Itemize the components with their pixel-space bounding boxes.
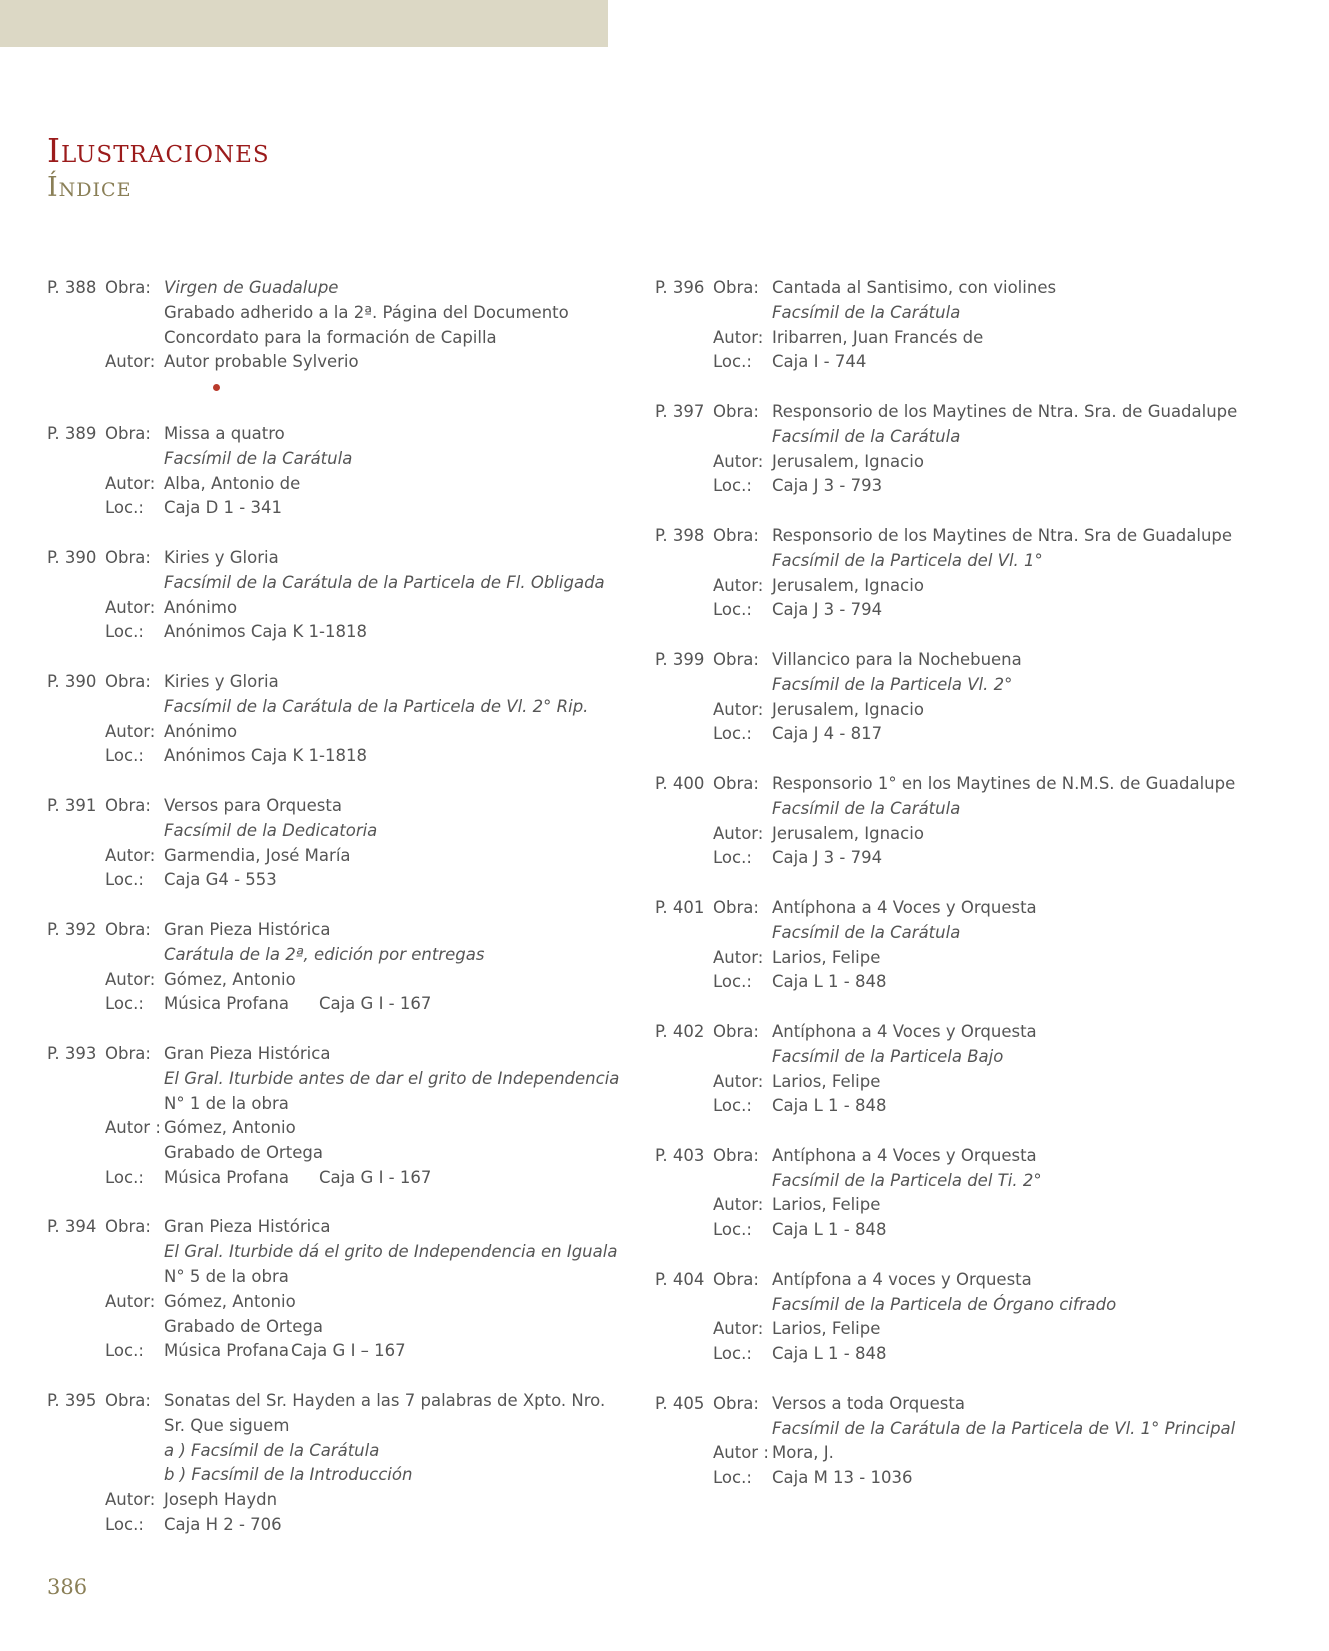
entry-field-value (772, 400, 1315, 425)
entry-text: Larios, Felipe (772, 1319, 881, 1339)
decorative-dot-row (47, 375, 607, 400)
entry-text: Facsímil de la Carátula (164, 448, 353, 468)
entry-field-label: Loc.: (105, 622, 144, 642)
entry-text: Grabado adherido a la 2ª. Página del Documento (164, 302, 569, 322)
page-number: 386 (47, 1575, 88, 1599)
entry-field-value (772, 1144, 1315, 1169)
index-entry (47, 1042, 620, 1191)
entry-text: Missa a quatro (164, 423, 285, 443)
entry-text: Anónimos Caja K 1-1818 (164, 746, 367, 766)
entry-page-ref: P. 392 (47, 919, 97, 939)
entry-field-label: Obra: (105, 1217, 151, 1237)
entry-text: Virgen de Guadalupe (164, 278, 339, 297)
entry-field-value (164, 1414, 607, 1439)
entry-text: Gran Pieza Histórica (164, 919, 331, 939)
entry-field-label: Loc.: (713, 600, 752, 620)
entry-field-value (164, 571, 607, 596)
entry-text: Cantada al Santisimo, con violines (772, 278, 1057, 297)
entry-field-value (164, 720, 607, 745)
entry-text: a ) Facsímil de la Carátula (164, 1440, 380, 1460)
entry-field-value (772, 846, 1315, 871)
entry-text: Música Profana (164, 1167, 289, 1187)
entry-text: Larios, Felipe (772, 1195, 881, 1215)
entry-field-label: Obra: (105, 423, 151, 443)
entry-field-value (164, 1265, 617, 1290)
entry-field-value (164, 794, 607, 819)
entry-page-ref: P. 400 (655, 773, 705, 793)
entry-field-value (164, 546, 607, 571)
entry-page-ref: P. 390 (47, 547, 97, 567)
entry-text: Facsímil de la Particela de Órgano cifrado (772, 1294, 1117, 1314)
entry-text: Facsímil de la Carátula de la Particela de Fl. Obligada (164, 572, 605, 592)
entry-field-value (164, 1116, 619, 1141)
entry-field-label: Loc.: (105, 1515, 144, 1535)
entry-field-label: Obra: (713, 1145, 759, 1165)
entry-text: Caja L 1 - 848 (772, 1220, 887, 1240)
entry-field-label: Obra: (713, 773, 759, 793)
entry-text: Sr. Que siguem (164, 1415, 290, 1435)
entry-field-value (772, 822, 1315, 847)
index-entry (655, 896, 1315, 995)
entry-field-label: Autor: (713, 451, 764, 471)
index-column-left (47, 276, 620, 1563)
index-entry (655, 276, 1315, 375)
entry-text: Facsímil de la Carátula (772, 426, 961, 446)
entry-page-ref: P. 398 (655, 525, 705, 545)
entry-page-ref: P. 390 (47, 671, 97, 691)
entry-location-box: Caja G I - 167 (318, 1167, 432, 1187)
entry-text: Anónimo (164, 721, 238, 741)
entry-page-ref: P. 404 (655, 1269, 705, 1289)
entry-field-label: Loc.: (105, 994, 144, 1014)
entry-text: Gómez, Antonio (164, 1291, 296, 1311)
entry-field-value (164, 447, 607, 472)
entry-field-label: Loc.: (713, 972, 752, 992)
entry-field-value (164, 670, 607, 695)
entry-field-value (772, 1218, 1315, 1243)
entry-text: Jerusalem, Ignacio (772, 699, 924, 719)
entry-field-value (772, 896, 1315, 921)
entry-field-value (772, 648, 1315, 673)
entry-field-value (772, 1020, 1315, 1045)
entry-field-label: Loc.: (713, 1096, 752, 1116)
entry-text: Facsímil de la Dedicatoria (164, 820, 378, 840)
entry-text: Música Profana (164, 1341, 289, 1361)
entry-field-value (164, 596, 607, 621)
entry-text: Antíphona a 4 Voces y Orquesta (772, 897, 1037, 917)
entry-field-value (164, 350, 607, 375)
entry-text: b ) Facsímil de la Introducción (164, 1465, 413, 1485)
entry-field-label: Autor: (713, 1195, 764, 1215)
entry-field-label: Autor: (713, 1319, 764, 1339)
entry-page-ref: P. 396 (655, 278, 705, 297)
entry-field-value (164, 868, 607, 893)
entry-text: Jerusalem, Ignacio (772, 575, 924, 595)
entry-text: Caja M 13 - 1036 (772, 1468, 913, 1488)
entry-text: Facsímil de la Carátula de la Particela de Vl. 1° Principal (772, 1418, 1236, 1438)
index-entry (655, 1392, 1315, 1491)
entry-field-label: Autor: (713, 699, 764, 719)
entry-text: Gran Pieza Histórica (164, 1217, 331, 1237)
page-title: Ilustraciones (47, 131, 270, 170)
entry-text: Caja G4 - 553 (164, 870, 277, 890)
entry-text: Antíphona a 4 Voces y Orquesta (772, 1145, 1037, 1165)
entry-field-label: Obra: (713, 649, 759, 669)
entry-field-label: Obra: (713, 401, 759, 421)
entry-field-value (164, 1240, 617, 1265)
entry-field-value (772, 574, 1315, 599)
entry-page-ref: P. 399 (655, 649, 705, 669)
entry-field-value (772, 474, 1315, 499)
entry-field-label: Obra: (105, 1043, 151, 1063)
entry-page-ref: P. 402 (655, 1021, 705, 1041)
entry-page-ref: P. 389 (47, 423, 97, 443)
entry-field-value (772, 1045, 1315, 1070)
entry-field-label: Obra: (713, 525, 759, 545)
entry-text: Mora, J. (772, 1443, 834, 1463)
entry-field-label: Autor : (713, 1443, 769, 1463)
entry-page-ref: P. 388 (47, 278, 97, 297)
entry-text: Caja J 3 - 793 (772, 476, 883, 496)
entry-location-box: Caja G I - 167 (318, 994, 432, 1014)
entry-text: Facsímil de la Carátula de la Particela de Vl. 2° Rip. (164, 696, 589, 716)
entry-field-value (164, 992, 607, 1017)
entry-text: Caja L 1 - 848 (772, 972, 887, 992)
entry-field-value (772, 598, 1315, 623)
entry-field-label: Autor: (105, 473, 156, 493)
entry-field-value (164, 968, 607, 993)
entry-text: Gómez, Antonio (164, 1118, 296, 1138)
entry-field-value (772, 450, 1315, 475)
entry-field-value (164, 695, 607, 720)
entry-field-value (772, 549, 1315, 574)
entry-text: Caja L 1 - 848 (772, 1344, 887, 1364)
entry-text: Responsorio de los Maytines de Ntra. Sra de Guadalupe (772, 525, 1233, 545)
entry-field-label: Obra: (713, 1021, 759, 1041)
entry-field-value (164, 1092, 619, 1117)
entry-field-label: Loc.: (713, 352, 752, 372)
entry-text: Kiries y Gloria (164, 547, 279, 567)
entry-field-value (164, 943, 607, 968)
entry-text: Versos a toda Orquesta (772, 1393, 965, 1413)
entry-field-label: Autor: (713, 575, 764, 595)
entry-field-value (772, 673, 1315, 698)
entry-field-value (164, 844, 607, 869)
entry-field-value (772, 797, 1315, 822)
entry-field-value (772, 1441, 1315, 1466)
entry-field-value (772, 970, 1315, 995)
entry-page-ref: P. 394 (47, 1217, 97, 1237)
entry-field-label: Obra: (713, 1269, 759, 1289)
entry-text: Facsímil de la Carátula (772, 798, 961, 818)
entry-field-label: Loc.: (713, 848, 752, 868)
entry-field-label: Autor: (105, 597, 156, 617)
entry-field-value (164, 744, 607, 769)
entry-field-label: Obra: (105, 671, 151, 691)
entry-field-value (164, 276, 607, 301)
page-subtitle: Índice (47, 172, 132, 203)
entry-field-label: Loc.: (105, 1167, 144, 1187)
index-entry (47, 546, 607, 645)
entry-text: Carátula de la 2ª, edición por entregas (164, 944, 485, 964)
index-entry (47, 276, 607, 375)
entry-field-value (164, 422, 607, 447)
entry-text: Facsímil de la Particela del Vl. 1° (772, 550, 1043, 570)
entry-field-value (772, 1392, 1315, 1417)
entry-field-value (772, 524, 1315, 549)
entry-text: Caja J 3 - 794 (772, 848, 883, 868)
entry-text: N° 1 de la obra (164, 1093, 289, 1113)
entry-page-ref: P. 397 (655, 401, 705, 421)
entry-text: Grabado de Ortega (164, 1143, 323, 1163)
entry-text: Caja H 2 - 706 (164, 1515, 282, 1535)
entry-text: Anónimos Caja K 1-1818 (164, 622, 367, 642)
entry-field-label: Loc.: (713, 476, 752, 496)
entry-field-value (164, 1463, 607, 1488)
entry-text: Gómez, Antonio (164, 969, 296, 989)
index-entry (655, 1020, 1315, 1119)
entry-text: El Gral. Iturbide dá el grito de Independencia en Iguala (164, 1242, 618, 1262)
entry-field-label: Autor: (713, 1071, 764, 1091)
entry-field-value (164, 918, 607, 943)
entry-field-value (772, 276, 1315, 301)
entry-text: Sonatas del Sr. Hayden a las 7 palabras de Xpto. Nro. (164, 1391, 606, 1411)
entry-page-ref: P. 403 (655, 1145, 705, 1165)
entry-field-label: Autor: (105, 352, 156, 372)
entry-text: Antípfona a 4 voces y Orquesta (772, 1269, 1032, 1289)
entry-text: Iribarren, Juan Francés de (772, 327, 984, 347)
index-entry (47, 1215, 618, 1364)
entry-location-box: Caja G I – 167 (290, 1341, 406, 1361)
entry-field-value (772, 1342, 1315, 1367)
entry-field-label: Loc.: (713, 1220, 752, 1240)
entry-field-value (164, 1488, 607, 1513)
entry-field-value (164, 1067, 619, 1092)
entry-field-label: Autor: (105, 1291, 156, 1311)
entry-field-label: Obra: (105, 1391, 151, 1411)
entry-field-label: Loc.: (105, 1341, 144, 1361)
entry-field-value (772, 1268, 1315, 1293)
entry-field-value (164, 1166, 619, 1191)
entry-field-value (772, 1466, 1315, 1491)
entry-field-label: Loc.: (105, 870, 144, 890)
entry-text: Kiries y Gloria (164, 671, 279, 691)
index-entry (47, 918, 607, 1017)
entry-field-value (164, 1290, 617, 1315)
entry-text: El Gral. Iturbide antes de dar el grito de Independencia (164, 1068, 620, 1088)
entry-field-value (164, 326, 607, 351)
entry-text: Anónimo (164, 597, 238, 617)
entry-text: Facsímil de la Carátula (772, 302, 961, 322)
entry-text: Joseph Haydn (164, 1490, 278, 1510)
index-entry (655, 524, 1315, 623)
index-entry (47, 794, 607, 893)
entry-field-value (164, 496, 607, 521)
entry-field-label: Loc.: (105, 746, 144, 766)
entry-field-value (772, 1293, 1315, 1318)
entry-text: Garmendia, José María (164, 845, 351, 865)
entry-field-value (164, 1389, 607, 1414)
entry-field-value (164, 819, 607, 844)
index-entry (655, 648, 1315, 747)
entry-page-ref: P. 401 (655, 897, 705, 917)
entry-text: Facsímil de la Particela Bajo (772, 1046, 1004, 1066)
entry-field-value (164, 1141, 619, 1166)
entry-page-ref: P. 391 (47, 795, 97, 815)
entry-field-label: Loc.: (713, 724, 752, 744)
entry-field-label: Autor: (713, 823, 764, 843)
entry-text: Concordato para la formación de Capilla (164, 327, 497, 347)
entry-text: Larios, Felipe (772, 1071, 881, 1091)
entry-field-value (164, 620, 607, 645)
entry-field-value (164, 1042, 619, 1067)
entry-field-label: Obra: (105, 795, 151, 815)
entry-field-label: Autor: (105, 1490, 156, 1510)
entry-field-value (772, 350, 1315, 375)
entry-field-label: Autor: (713, 947, 764, 967)
index-entry (47, 1389, 607, 1538)
entry-text: Responsorio de los Maytines de Ntra. Sra. de Guadalupe (772, 401, 1238, 421)
entry-field-value (772, 1169, 1315, 1194)
entry-text: Versos para Orquesta (164, 795, 342, 815)
entry-text: Caja D 1 - 341 (164, 498, 282, 518)
entry-page-ref: P. 405 (655, 1393, 705, 1413)
entry-text: Larios, Felipe (772, 947, 881, 967)
entry-text: Facsímil de la Carátula (772, 922, 961, 942)
entry-field-value (164, 1315, 617, 1340)
entry-field-value (164, 1513, 607, 1538)
index-entry (47, 422, 607, 521)
entry-field-label: Autor: (105, 845, 156, 865)
entry-text: Grabado de Ortega (164, 1316, 323, 1336)
entry-field-value (164, 472, 607, 497)
entry-text: Caja J 3 - 794 (772, 600, 883, 620)
entry-field-value (772, 425, 1315, 450)
entry-field-value (772, 1070, 1315, 1095)
entry-text: Música Profana (164, 994, 289, 1014)
entry-field-label: Autor: (105, 969, 156, 989)
entry-field-label: Loc.: (713, 1468, 752, 1488)
index-entry (655, 772, 1315, 871)
entry-field-value (772, 1193, 1315, 1218)
entry-field-value (164, 1339, 617, 1364)
entry-field-label: Autor : (105, 1118, 161, 1138)
entry-field-label: Autor: (105, 721, 156, 741)
entry-text: Antíphona a 4 Voces y Orquesta (772, 1021, 1037, 1041)
entry-field-label: Obra: (713, 278, 759, 297)
entry-text: Jerusalem, Ignacio (772, 823, 924, 843)
index-column-right (655, 276, 1315, 1516)
entry-field-value (772, 301, 1315, 326)
entry-field-label: Loc.: (713, 1344, 752, 1364)
entry-field-value (772, 1317, 1315, 1342)
entry-text: Villancico para la Nochebuena (772, 649, 1022, 669)
entry-field-value (164, 301, 607, 326)
entry-field-value (772, 1094, 1315, 1119)
entry-text: Caja J 4 - 817 (772, 724, 883, 744)
entry-text: Caja I - 744 (772, 352, 867, 372)
index-entry (655, 1268, 1315, 1367)
entry-field-label: Loc.: (105, 498, 144, 518)
entry-page-ref: P. 393 (47, 1043, 97, 1063)
entry-page-ref: P. 395 (47, 1391, 97, 1411)
entry-field-value (772, 722, 1315, 747)
entry-field-value (164, 1215, 617, 1240)
entry-field-label: Obra: (105, 919, 151, 939)
index-entry (47, 670, 607, 769)
entry-field-value (772, 946, 1315, 971)
entry-text: Alba, Antonio de (164, 473, 301, 493)
entry-field-value (772, 326, 1315, 351)
entry-field-label: Obra: (105, 278, 151, 297)
entry-text: N° 5 de la obra (164, 1267, 289, 1287)
entry-text: Facsímil de la Particela Vl. 2° (772, 674, 1013, 694)
entry-text: Jerusalem, Ignacio (772, 451, 924, 471)
entry-field-value (164, 1439, 607, 1464)
bullet-dot-icon (213, 384, 220, 391)
entry-field-label: Obra: (105, 547, 151, 567)
index-entry (655, 1144, 1315, 1243)
entry-text: Gran Pieza Histórica (164, 1043, 331, 1063)
entry-field-value (772, 698, 1315, 723)
entry-text: Responsorio 1° en los Maytines de N.M.S. de Guadalupe (772, 773, 1236, 793)
entry-field-label: Obra: (713, 1393, 759, 1413)
entry-field-label: Autor: (713, 327, 764, 347)
entry-text: Facsímil de la Particela del Ti. 2° (772, 1170, 1042, 1190)
entry-field-label: Obra: (713, 897, 759, 917)
entry-field-value (772, 772, 1315, 797)
entry-field-value (772, 921, 1315, 946)
entry-text: Caja L 1 - 848 (772, 1096, 887, 1116)
index-entry (655, 400, 1315, 499)
entry-field-value (772, 1417, 1315, 1442)
entry-text: Autor probable Sylverio (164, 352, 359, 372)
header-band (0, 0, 608, 47)
